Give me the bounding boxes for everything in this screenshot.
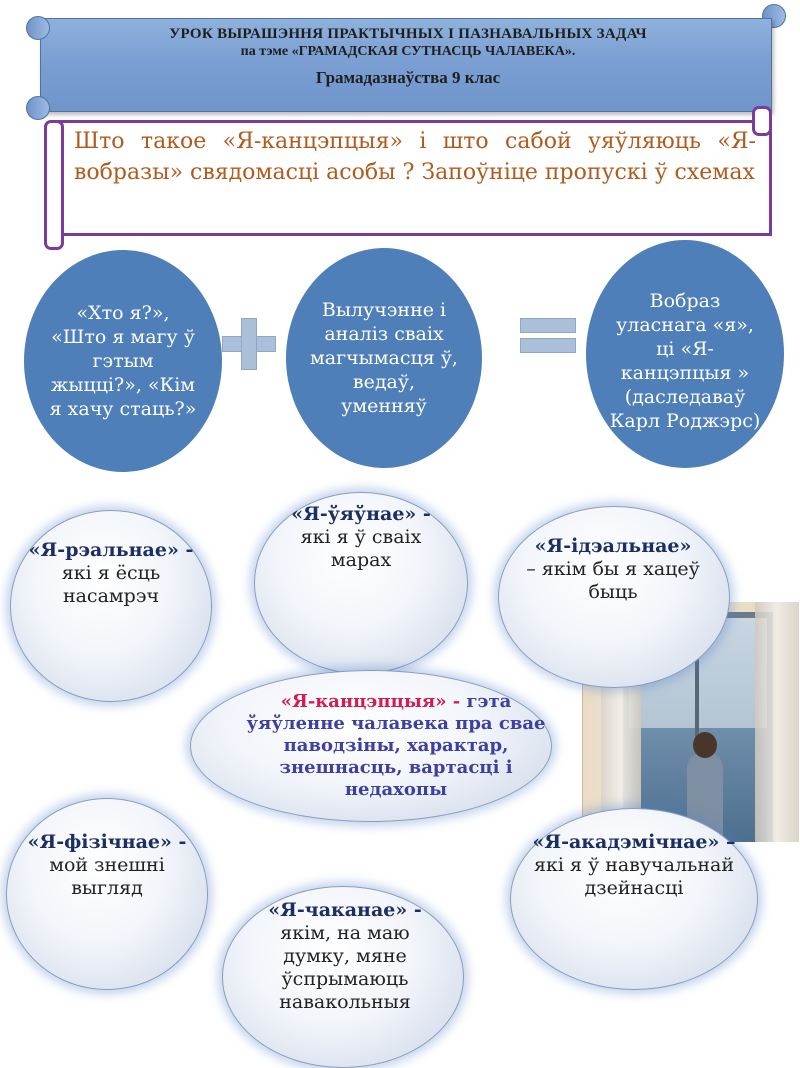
question-scroll-curl	[44, 120, 64, 250]
bubble-expected-self	[222, 886, 464, 1068]
bubble-physical-self	[6, 798, 208, 990]
bubble-title: «Я-чаканае» -	[268, 899, 422, 921]
self-analysis-circle	[286, 248, 482, 468]
banner-scroll-curl	[26, 96, 50, 120]
banner-scroll-curl	[26, 16, 50, 40]
bubble-real-self	[10, 510, 212, 702]
self-concept-result-text: Вобраз уласнага «я», ці «Я-канцэпцыя » (даследаваў Карл Роджэрс)	[609, 290, 761, 432]
self-analysis-text: Вылучэнне і аналіз сваіх магчымасця ў, ведаў, уменняў	[310, 299, 458, 417]
bubble-title: «Я-акадэмічнае» –	[532, 831, 736, 853]
bubble-description: які я ёсць насамрэч	[61, 562, 161, 607]
bubble-title: «Я-фізічнае» -	[27, 831, 187, 853]
plus-sign	[241, 318, 257, 370]
bubble-description: які я ў сваіх марах	[300, 526, 422, 571]
bubble-description: мой знешні выгляд	[49, 854, 165, 899]
bubble-description: які я ў навучальнай дзейнасці	[533, 854, 735, 899]
equals-sign	[520, 338, 576, 353]
bubble-title: «Я-рэальнае» -	[28, 539, 194, 561]
bubble-title: «Я-ідэальнае»	[534, 535, 692, 557]
lesson-title: УРОК ВЫРАШЭННЯ ПРАКТЫЧНЫХ І ПАЗНАВАЛЬНЫХ ЗАДАЧ	[169, 26, 647, 42]
lesson-topic: па тэме «ГРАМАДСКАЯ СУТНАСЦЬ ЧАЛАВЕКА».	[240, 44, 576, 59]
bubble-dream-self	[254, 492, 468, 674]
bubble-description: якім, на маю думку, мяне ўспрымаюць навакольныя	[279, 922, 411, 1013]
question-text: Што такое «Я-канцэпцыя» і што сабой уяўляюць «Я-вобразы» свядомасці асобы ? Запоўніце пропускі ў схемах	[74, 129, 756, 185]
bubble-ideal-self	[498, 506, 730, 688]
self-questions-circle	[24, 250, 222, 472]
bubble-description: – якім бы я хацеў быць	[526, 558, 700, 603]
self-concept-result-circle	[586, 240, 784, 468]
bubble-academic-self	[510, 808, 758, 990]
concept-definition: гэта ўяўленне чалавека пра свае паводзіны, характар, знешнасць, вартасці і недахопы	[246, 691, 546, 800]
banner-text	[58, 26, 758, 88]
subject-grade: Грамадазнаўства 9 клас	[315, 68, 501, 87]
concept-keyword: «Я-канцэпцыя» -	[280, 691, 461, 712]
bubble-title: «Я-ўяўнае» -	[291, 503, 431, 525]
self-questions-text: «Хто я?», «Што я магу ў гэтым жыцці?», «Кім я хачу стаць?»	[49, 302, 197, 420]
equals-sign	[520, 318, 576, 333]
bubble-self-concept-definition	[190, 670, 552, 822]
